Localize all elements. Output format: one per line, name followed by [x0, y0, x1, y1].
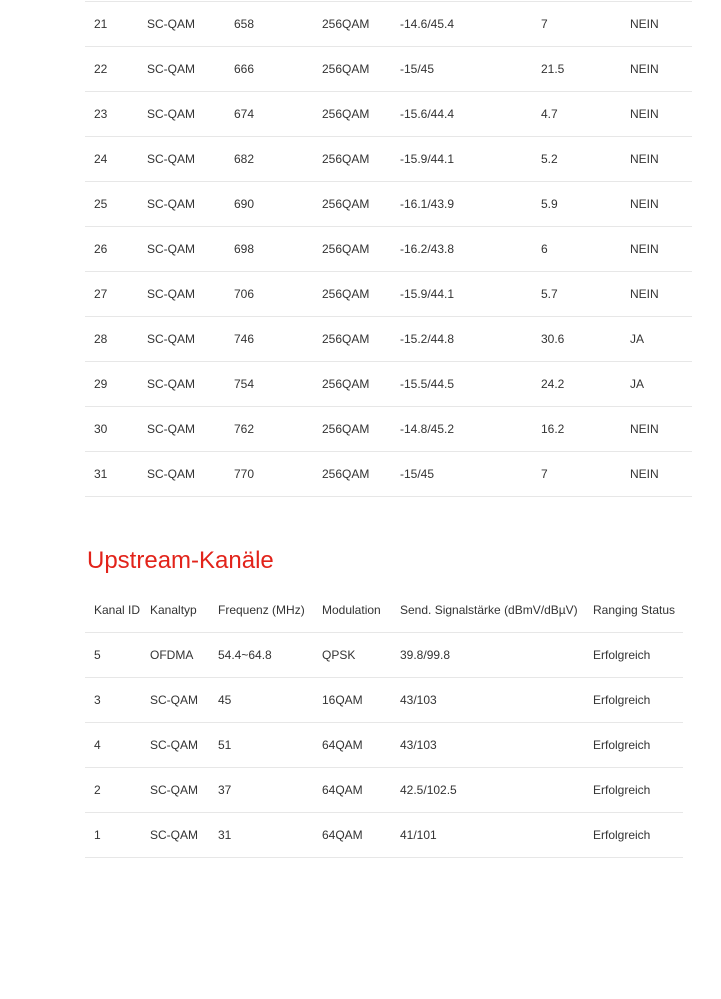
table-cell: 24.2 — [532, 362, 621, 407]
table-cell: OFDMA — [141, 633, 209, 678]
table-cell: SC-QAM — [138, 362, 225, 407]
table-cell: 42.5/102.5 — [391, 768, 584, 813]
table-cell: 706 — [225, 272, 313, 317]
table-row — [85, 92, 692, 137]
table-cell: 64QAM — [313, 723, 391, 768]
table-cell: 256QAM — [313, 272, 391, 317]
table-cell: -15/45 — [391, 47, 532, 92]
upstream-channels-table — [85, 574, 683, 858]
table-row — [85, 407, 692, 452]
table-cell: 54.4~64.8 — [209, 633, 313, 678]
table-cell: -15.9/44.1 — [391, 272, 532, 317]
table-cell: Erfolgreich — [584, 768, 683, 813]
table-row — [85, 678, 683, 723]
table-cell: JA — [621, 362, 692, 407]
table-cell: 23 — [85, 92, 138, 137]
table-cell: SC-QAM — [141, 723, 209, 768]
table-column-header: Kanaltyp — [141, 574, 209, 633]
table-cell: -15.2/44.8 — [391, 317, 532, 362]
table-cell: 31 — [85, 452, 138, 497]
table-cell: 41/101 — [391, 813, 584, 858]
table-cell: 37 — [209, 768, 313, 813]
table-row — [85, 47, 692, 92]
table-cell: 24 — [85, 137, 138, 182]
table-cell: 27 — [85, 272, 138, 317]
table-cell: 31 — [209, 813, 313, 858]
table-cell: -15/45 — [391, 452, 532, 497]
table-cell: 256QAM — [313, 92, 391, 137]
table-cell: NEIN — [621, 2, 692, 47]
table-cell: 256QAM — [313, 317, 391, 362]
table-cell: 5.9 — [532, 182, 621, 227]
table-cell: NEIN — [621, 137, 692, 182]
table-cell: 26 — [85, 227, 138, 272]
table-column-header: Kanal ID — [85, 574, 141, 633]
table-cell: SC-QAM — [138, 317, 225, 362]
table-cell: SC-QAM — [138, 407, 225, 452]
table-cell: 762 — [225, 407, 313, 452]
table-cell: SC-QAM — [138, 2, 225, 47]
table-cell: NEIN — [621, 407, 692, 452]
table-cell: 690 — [225, 182, 313, 227]
table-column-header: Send. Signalstärke (dBmV/dBµV) — [391, 574, 584, 633]
table-cell: -14.8/45.2 — [391, 407, 532, 452]
table-cell: 256QAM — [313, 407, 391, 452]
table-cell: Erfolgreich — [584, 678, 683, 723]
table-cell: SC-QAM — [141, 768, 209, 813]
table-cell: SC-QAM — [138, 47, 225, 92]
table-column-header: Ranging Status — [584, 574, 683, 633]
table-cell: 7 — [532, 2, 621, 47]
table-cell: SC-QAM — [138, 452, 225, 497]
table-cell: SC-QAM — [138, 227, 225, 272]
table-row — [85, 633, 683, 678]
table-cell: NEIN — [621, 452, 692, 497]
table-cell: -14.6/45.4 — [391, 2, 532, 47]
table-cell: 39.8/99.8 — [391, 633, 584, 678]
table-cell: 256QAM — [313, 362, 391, 407]
table-cell: NEIN — [621, 227, 692, 272]
table-column-header: Frequenz (MHz) — [209, 574, 313, 633]
table-cell: 30.6 — [532, 317, 621, 362]
table-cell: 5.2 — [532, 137, 621, 182]
table-cell: 746 — [225, 317, 313, 362]
table-cell: 256QAM — [313, 182, 391, 227]
table-cell: NEIN — [621, 182, 692, 227]
table-row — [85, 362, 692, 407]
table-cell: Erfolgreich — [584, 723, 683, 768]
table-cell: QPSK — [313, 633, 391, 678]
table-cell: 21 — [85, 2, 138, 47]
table-row — [85, 813, 683, 858]
table-cell: 5 — [85, 633, 141, 678]
table-cell: Erfolgreich — [584, 813, 683, 858]
downstream-channels-table — [85, 1, 692, 497]
table-cell: NEIN — [621, 47, 692, 92]
table-cell: NEIN — [621, 272, 692, 317]
table-cell: SC-QAM — [138, 137, 225, 182]
table-cell: -15.5/44.5 — [391, 362, 532, 407]
table-cell: 2 — [85, 768, 141, 813]
table-cell: SC-QAM — [141, 813, 209, 858]
table-cell: 22 — [85, 47, 138, 92]
table-column-header: Modulation — [313, 574, 391, 633]
table-cell: SC-QAM — [138, 182, 225, 227]
table-cell: 16QAM — [313, 678, 391, 723]
table-row — [85, 768, 683, 813]
table-cell: 698 — [225, 227, 313, 272]
table-cell: 25 — [85, 182, 138, 227]
table-cell: -15.6/44.4 — [391, 92, 532, 137]
table-row — [85, 272, 692, 317]
table-cell: 256QAM — [313, 2, 391, 47]
table-cell: SC-QAM — [138, 92, 225, 137]
table-cell: 4.7 — [532, 92, 621, 137]
table-cell: 43/103 — [391, 678, 584, 723]
table-cell: 16.2 — [532, 407, 621, 452]
table-cell: 51 — [209, 723, 313, 768]
table-cell: 256QAM — [313, 227, 391, 272]
table-cell: -15.9/44.1 — [391, 137, 532, 182]
table-cell: -16.1/43.9 — [391, 182, 532, 227]
table-cell: 666 — [225, 47, 313, 92]
table-cell: 7 — [532, 452, 621, 497]
table-cell: 30 — [85, 407, 138, 452]
table-cell: 256QAM — [313, 452, 391, 497]
table-cell: Erfolgreich — [584, 633, 683, 678]
table-row — [85, 723, 683, 768]
table-cell: 5.7 — [532, 272, 621, 317]
table-row — [85, 227, 692, 272]
table-cell: 256QAM — [313, 47, 391, 92]
table-cell: -16.2/43.8 — [391, 227, 532, 272]
table-cell: 682 — [225, 137, 313, 182]
table-cell: 29 — [85, 362, 138, 407]
table-cell: 658 — [225, 2, 313, 47]
table-row — [85, 137, 692, 182]
table-cell: JA — [621, 317, 692, 362]
table-cell: 64QAM — [313, 768, 391, 813]
table-cell: 28 — [85, 317, 138, 362]
table-cell: 754 — [225, 362, 313, 407]
table-cell: SC-QAM — [138, 272, 225, 317]
table-cell: 256QAM — [313, 137, 391, 182]
table-cell: 43/103 — [391, 723, 584, 768]
table-cell: 6 — [532, 227, 621, 272]
table-cell: 674 — [225, 92, 313, 137]
table-row — [85, 182, 692, 227]
table-cell: 4 — [85, 723, 141, 768]
table-row — [85, 317, 692, 362]
table-header-row — [85, 574, 683, 633]
table-cell: 770 — [225, 452, 313, 497]
table-cell: 1 — [85, 813, 141, 858]
table-row — [85, 452, 692, 497]
upstream-section-title: Upstream-Kanäle — [87, 547, 274, 574]
table-row — [85, 2, 692, 47]
table-cell: 21.5 — [532, 47, 621, 92]
table-cell: 3 — [85, 678, 141, 723]
table-cell: 45 — [209, 678, 313, 723]
table-cell: 64QAM — [313, 813, 391, 858]
table-cell: SC-QAM — [141, 678, 209, 723]
table-cell: NEIN — [621, 92, 692, 137]
